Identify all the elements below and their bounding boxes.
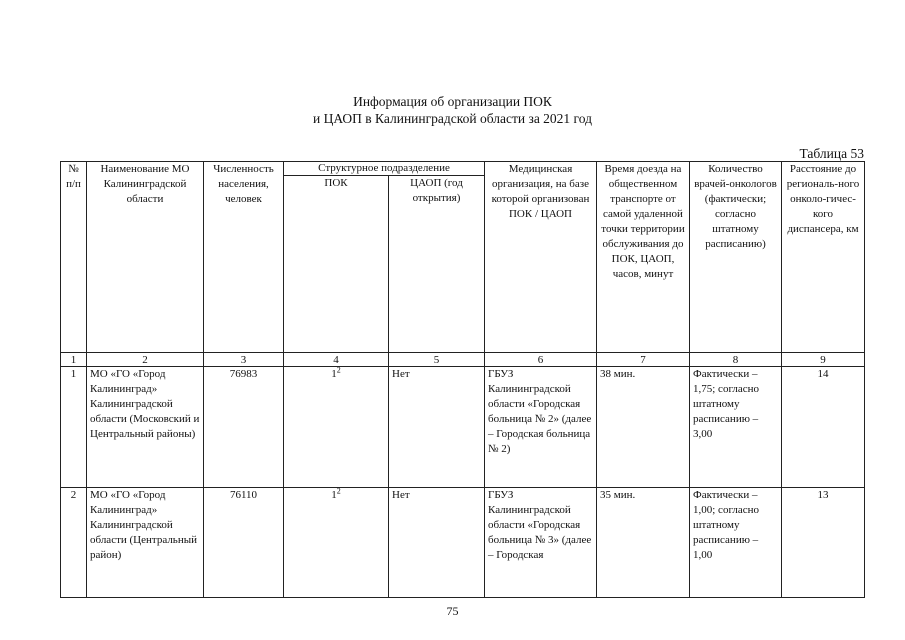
table-row xyxy=(61,488,865,598)
column-number-row xyxy=(61,353,865,367)
row-population: 76983 xyxy=(204,367,284,488)
header-pok: ПОК xyxy=(284,176,389,353)
header-travel: Время доезда на общественном транспорте от самой удаленной точки территории обслуживания до ПОК, ЦАОП, часов, минут xyxy=(597,162,690,353)
page-number: 75 xyxy=(446,604,459,618)
row-travel: 35 мин. xyxy=(597,488,690,598)
column-number: 3 xyxy=(204,353,284,367)
column-number: 2 xyxy=(87,353,204,367)
row-caop: Нет xyxy=(389,367,485,488)
row-caop: Нет xyxy=(389,488,485,598)
row-pok xyxy=(284,367,389,488)
header-distance: Расстояние до региональ-ного онколо-гичес-кого диспансера, км xyxy=(782,162,865,353)
document-title xyxy=(0,93,905,127)
header-num: № п/п xyxy=(61,162,87,353)
column-number: 9 xyxy=(782,353,865,367)
column-number: 5 xyxy=(389,353,485,367)
header-caop: ЦАОП (год открытия) xyxy=(389,176,485,353)
table-row xyxy=(61,367,865,488)
row-name: МО «ГО «Город Калининград» Калининградской области (Московский и Центральный районы) xyxy=(87,367,204,488)
row-travel: 38 мин. xyxy=(597,367,690,488)
row-num: 1 xyxy=(61,367,87,488)
header-population: Численность населения, человек xyxy=(204,162,284,353)
header-structural: Структурное подразделение xyxy=(284,162,485,176)
column-number: 6 xyxy=(485,353,597,367)
footnote-marker: 2 xyxy=(336,365,341,375)
column-number: 8 xyxy=(690,353,782,367)
title-line-1: Информация об организации ПОК xyxy=(353,94,552,109)
table-caption: Таблица 53 xyxy=(799,146,864,161)
header-row-1 xyxy=(61,162,865,176)
row-medorg: ГБУЗ Калининградской области «Городская больница № 3» (далее – Городская xyxy=(485,488,597,598)
pok-value: 1 xyxy=(331,489,337,501)
header-oncologists: Количество врачей-онкологов (фактически; согласно штатному расписанию) xyxy=(690,162,782,353)
row-oncologists: Фактически – 1,75; согласно штатному расписанию – 3,00 xyxy=(690,367,782,488)
footnote-marker: 2 xyxy=(336,486,341,496)
header-name: Наименование МО Калининградской области xyxy=(87,162,204,353)
oncology-units-table xyxy=(60,161,865,598)
column-number: 1 xyxy=(61,353,87,367)
row-distance: 14 xyxy=(782,367,865,488)
row-name: МО «ГО «Город Калининград» Калининградской области (Центральный район) xyxy=(87,488,204,598)
pok-value: 1 xyxy=(331,368,337,380)
row-num: 2 xyxy=(61,488,87,598)
title-line-2: и ЦАОП в Калининградской области за 2021 год xyxy=(313,111,592,126)
row-pok xyxy=(284,488,389,598)
row-oncologists: Фактически – 1,00; согласно штатному расписанию – 1,00 xyxy=(690,488,782,598)
column-number: 7 xyxy=(597,353,690,367)
row-medorg: ГБУЗ Калининградской области «Городская больница № 2» (далее – Городская больница № 2) xyxy=(485,367,597,488)
header-medorg: Медицинская организация, на базе которой организован ПОК / ЦАОП xyxy=(485,162,597,353)
row-population: 76110 xyxy=(204,488,284,598)
row-distance: 13 xyxy=(782,488,865,598)
column-number: 4 xyxy=(284,353,389,367)
